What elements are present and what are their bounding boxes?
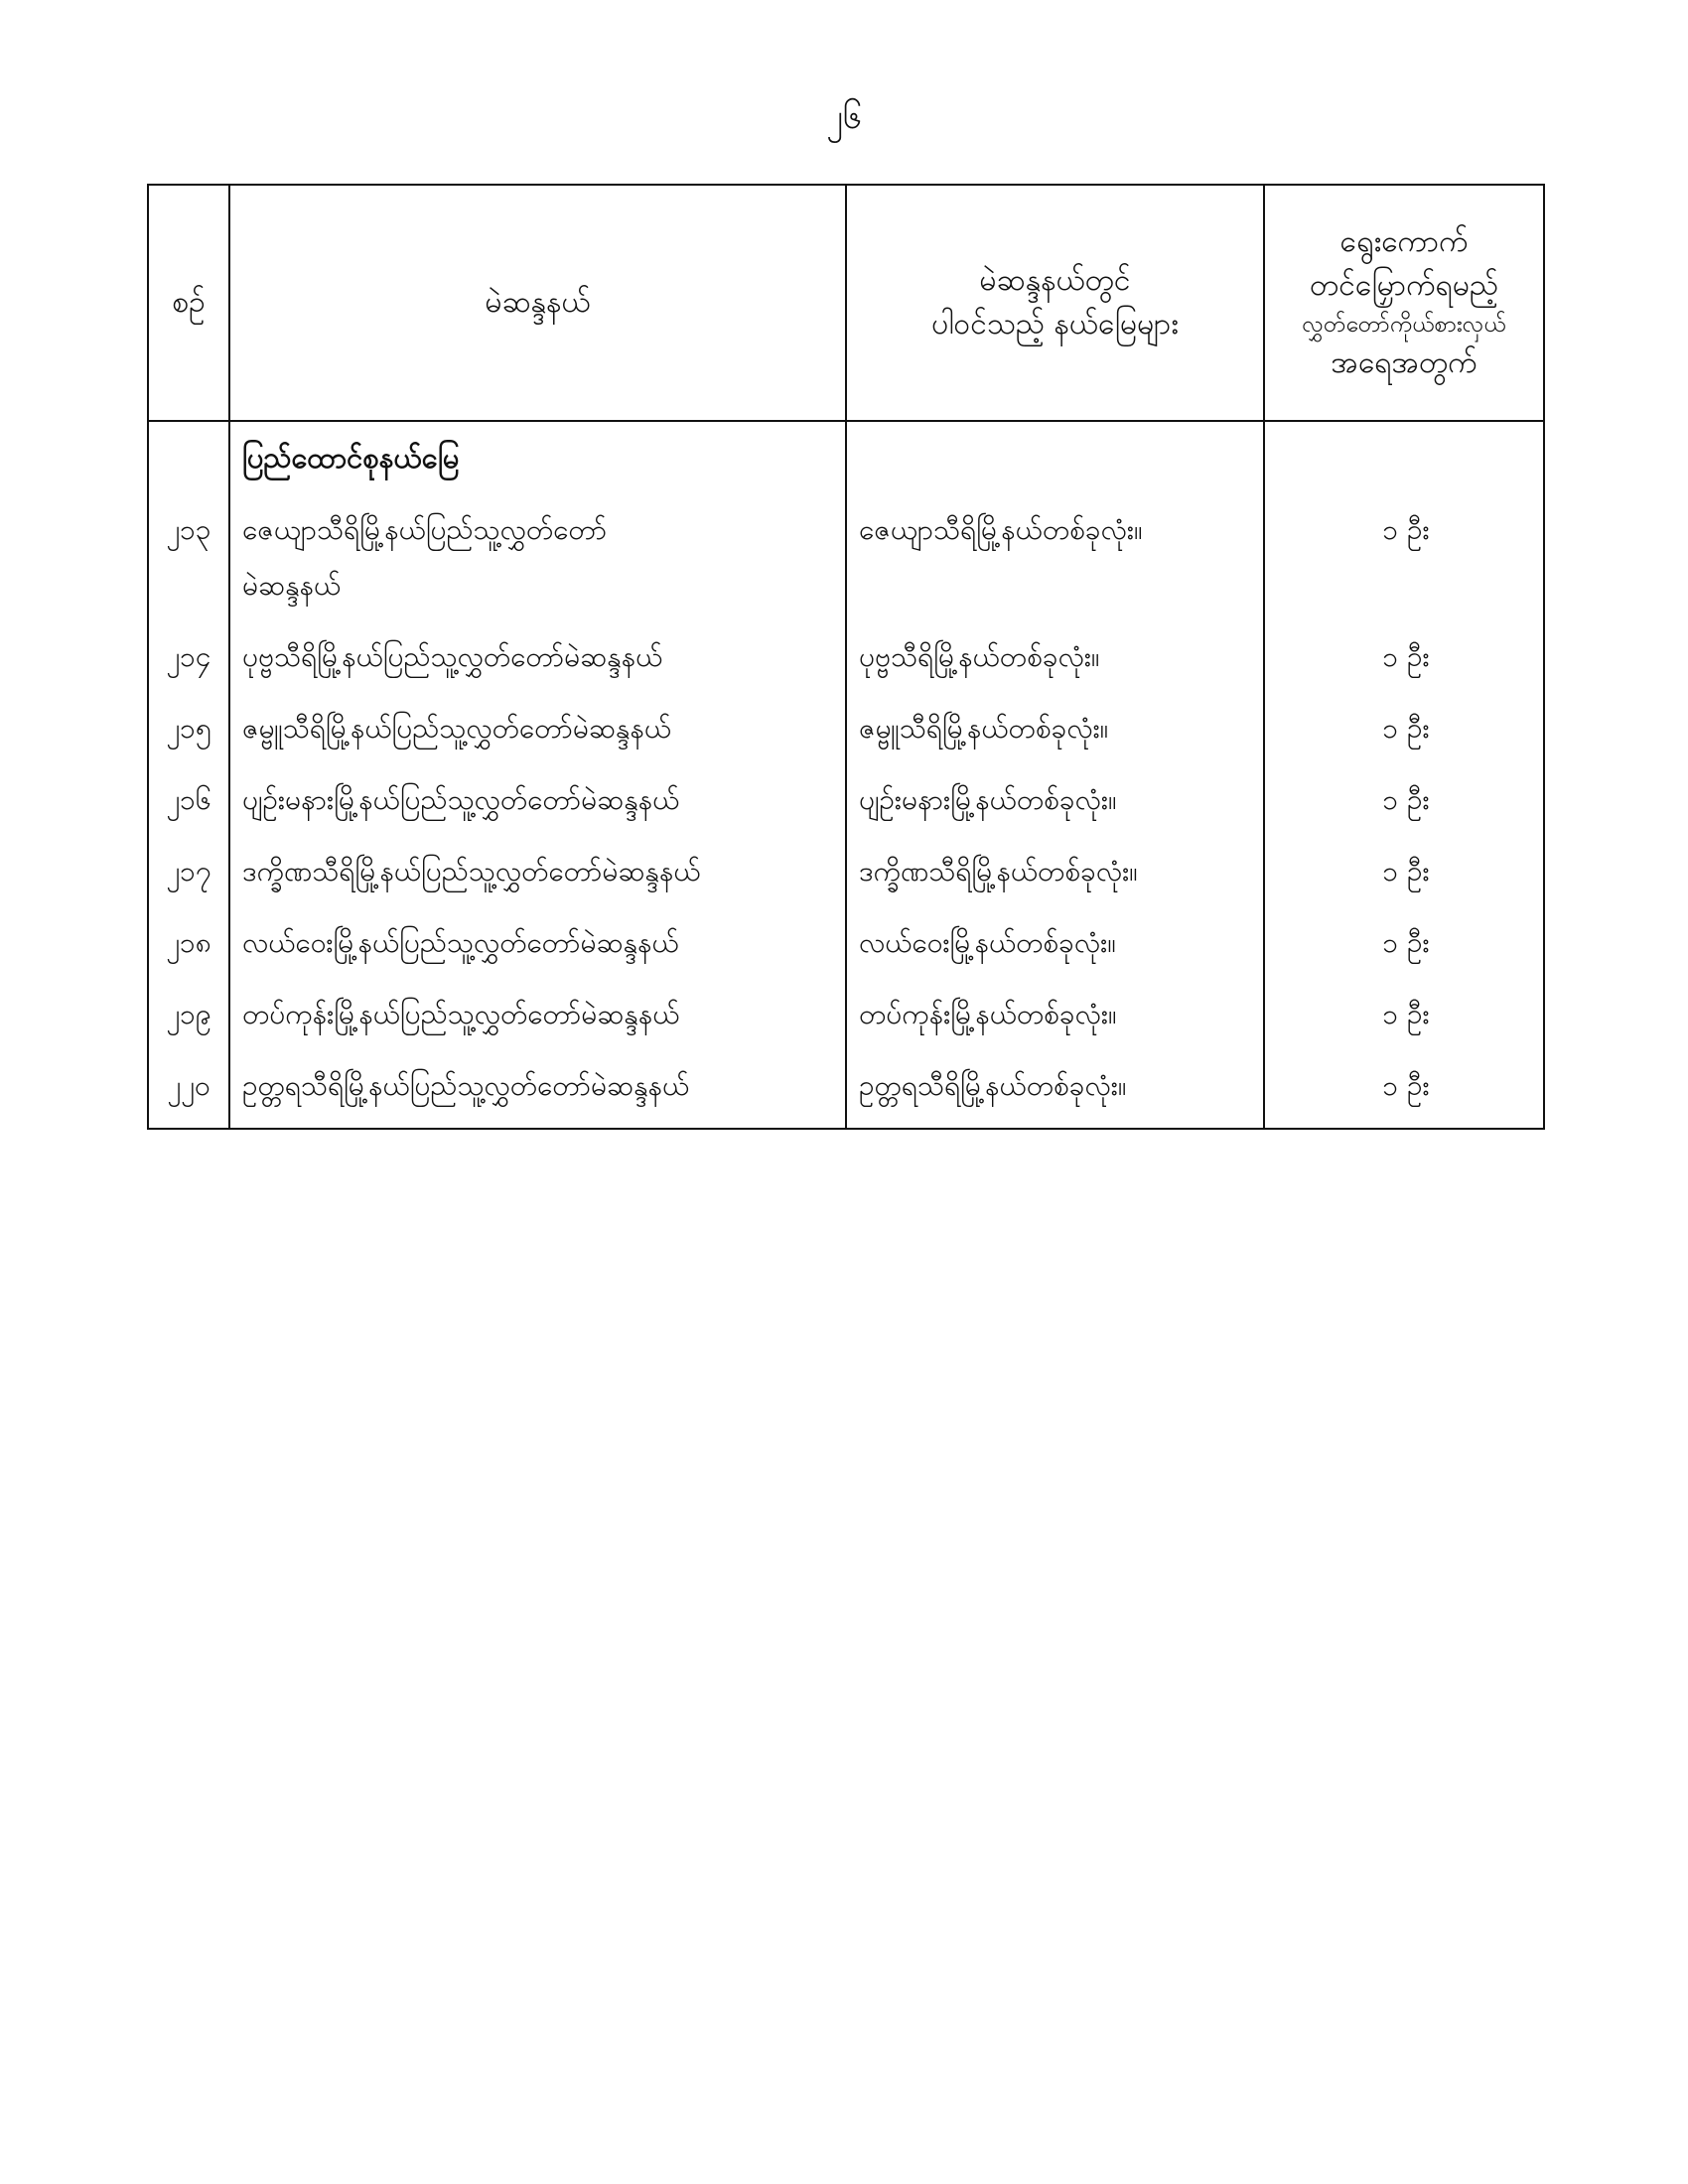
row-included-areas: ဇေယျာသီရိမြို့နယ်တစ်ခုလုံး။ xyxy=(846,494,1264,621)
row-serial-number: ၂၁၄ xyxy=(148,621,229,693)
row-representative-count: ၁ ဦး xyxy=(1264,693,1544,764)
section-row-blank-count xyxy=(1264,421,1544,494)
row-serial-number: ၂၁၈ xyxy=(148,907,229,979)
page-number: ၂၆ xyxy=(826,97,862,137)
header-constituency-label: မဲဆန္ဒနယ် xyxy=(485,285,591,320)
header-serial-label: စဉ် xyxy=(172,285,206,320)
row-constituency: ပုဗ္ဗသီရိမြို့နယ်ပြည်သူ့လွှတ်တော်မဲဆန္ဒနယ် xyxy=(229,621,846,693)
row-serial-number: ၂၂၀ xyxy=(148,1050,229,1129)
row-included-areas: တပ်ကုန်းမြို့နယ်တစ်ခုလုံး။ xyxy=(846,979,1264,1050)
row-serial-number: ၂၁၅ xyxy=(148,693,229,764)
row-included-areas: ဇမ္ဗူသီရိမြို့နယ်တစ်ခုလုံး။ xyxy=(846,693,1264,764)
section-row-blank-areas xyxy=(846,421,1264,494)
row-included-areas: ပျဉ်းမနားမြို့နယ်တစ်ခုလုံး။ xyxy=(846,764,1264,836)
row-serial-number: ၂၁၆ xyxy=(148,764,229,836)
header-constituency xyxy=(229,185,846,421)
header-reps-line2: တင်မြှောက်ရမည့် xyxy=(1310,268,1498,303)
row-serial-number: ၂၁၇ xyxy=(148,836,229,907)
row-representative-count: ၁ ဦး xyxy=(1264,764,1544,836)
table-row xyxy=(148,621,1544,693)
row-representative-count: ၁ ဦး xyxy=(1264,907,1544,979)
constituency-table xyxy=(147,184,1545,1130)
row-constituency: ဒက္ခိဏသီရိမြို့နယ်ပြည်သူ့လွှတ်တော်မဲဆန္ဒနယ် xyxy=(229,836,846,907)
header-reps-line1: ရွေးကောက် xyxy=(1339,224,1469,259)
header-included-areas xyxy=(846,185,1264,421)
table-row xyxy=(148,494,1544,621)
row-representative-count: ၁ ဦး xyxy=(1264,836,1544,907)
row-constituency: ဥတ္တရသီရိမြို့နယ်ပြည်သူ့လွှတ်တော်မဲဆန္ဒနယ် xyxy=(229,1050,846,1129)
header-serial xyxy=(148,185,229,421)
row-constituency: ဇမ္ဗူသီရိမြို့နယ်ပြည်သူ့လွှတ်တော်မဲဆန္ဒနယ် xyxy=(229,693,846,764)
row-representative-count: ၁ ဦး xyxy=(1264,494,1544,621)
section-row xyxy=(148,421,1544,494)
table-row xyxy=(148,836,1544,907)
row-constituency: တပ်ကုန်းမြို့နယ်ပြည်သူ့လွှတ်တော်မဲဆန္ဒနယ် xyxy=(229,979,846,1050)
table-row xyxy=(148,764,1544,836)
row-serial-number: ၂၁၃ xyxy=(148,494,229,621)
table-row xyxy=(148,1050,1544,1129)
row-included-areas: ပုဗ္ဗသီရိမြို့နယ်တစ်ခုလုံး။ xyxy=(846,621,1264,693)
row-representative-count: ၁ ဦး xyxy=(1264,1050,1544,1129)
table-row xyxy=(148,693,1544,764)
row-constituency xyxy=(229,494,846,621)
row-included-areas: ဥတ္တရသီရိမြို့နယ်တစ်ခုလုံး။ xyxy=(846,1050,1264,1129)
row-included-areas: ဒက္ခိဏသီရိမြို့နယ်တစ်ခုလုံး။ xyxy=(846,836,1264,907)
section-title-cell xyxy=(229,421,846,494)
row-constituency: လယ်ဝေးမြို့နယ်ပြည်သူ့လွှတ်တော်မဲဆန္ဒနယ် xyxy=(229,907,846,979)
table-header-row xyxy=(148,185,1544,421)
section-title: ပြည်ထောင်စုနယ်မြေ xyxy=(242,441,460,475)
header-included-areas-line2: ပါဝင်သည့် နယ်မြေများ xyxy=(931,307,1179,341)
section-row-blank-serial xyxy=(148,421,229,494)
row-representative-count: ၁ ဦး xyxy=(1264,979,1544,1050)
row-representative-count: ၁ ဦး xyxy=(1264,621,1544,693)
table-row xyxy=(148,907,1544,979)
row-constituency-line2: မဲဆန္ဒနယ် xyxy=(242,569,342,602)
row-constituency-line1: ဇေယျာသီရိမြို့နယ်ပြည်သူ့လွှတ်တော် xyxy=(242,513,608,546)
header-included-areas-line1: မဲဆန္ဒနယ်တွင် xyxy=(979,263,1131,298)
header-reps-line3: လွှတ်တော်ကိုယ်စားလှယ် xyxy=(1302,312,1506,338)
header-representatives xyxy=(1264,185,1544,421)
header-reps-line4: အရေအတွက် xyxy=(1331,345,1477,380)
table-row xyxy=(148,979,1544,1050)
row-included-areas: လယ်ဝေးမြို့နယ်တစ်ခုလုံး။ xyxy=(846,907,1264,979)
row-serial-number: ၂၁၉ xyxy=(148,979,229,1050)
row-constituency: ပျဉ်းမနားမြို့နယ်ပြည်သူ့လွှတ်တော်မဲဆန္ဒနယ် xyxy=(229,764,846,836)
